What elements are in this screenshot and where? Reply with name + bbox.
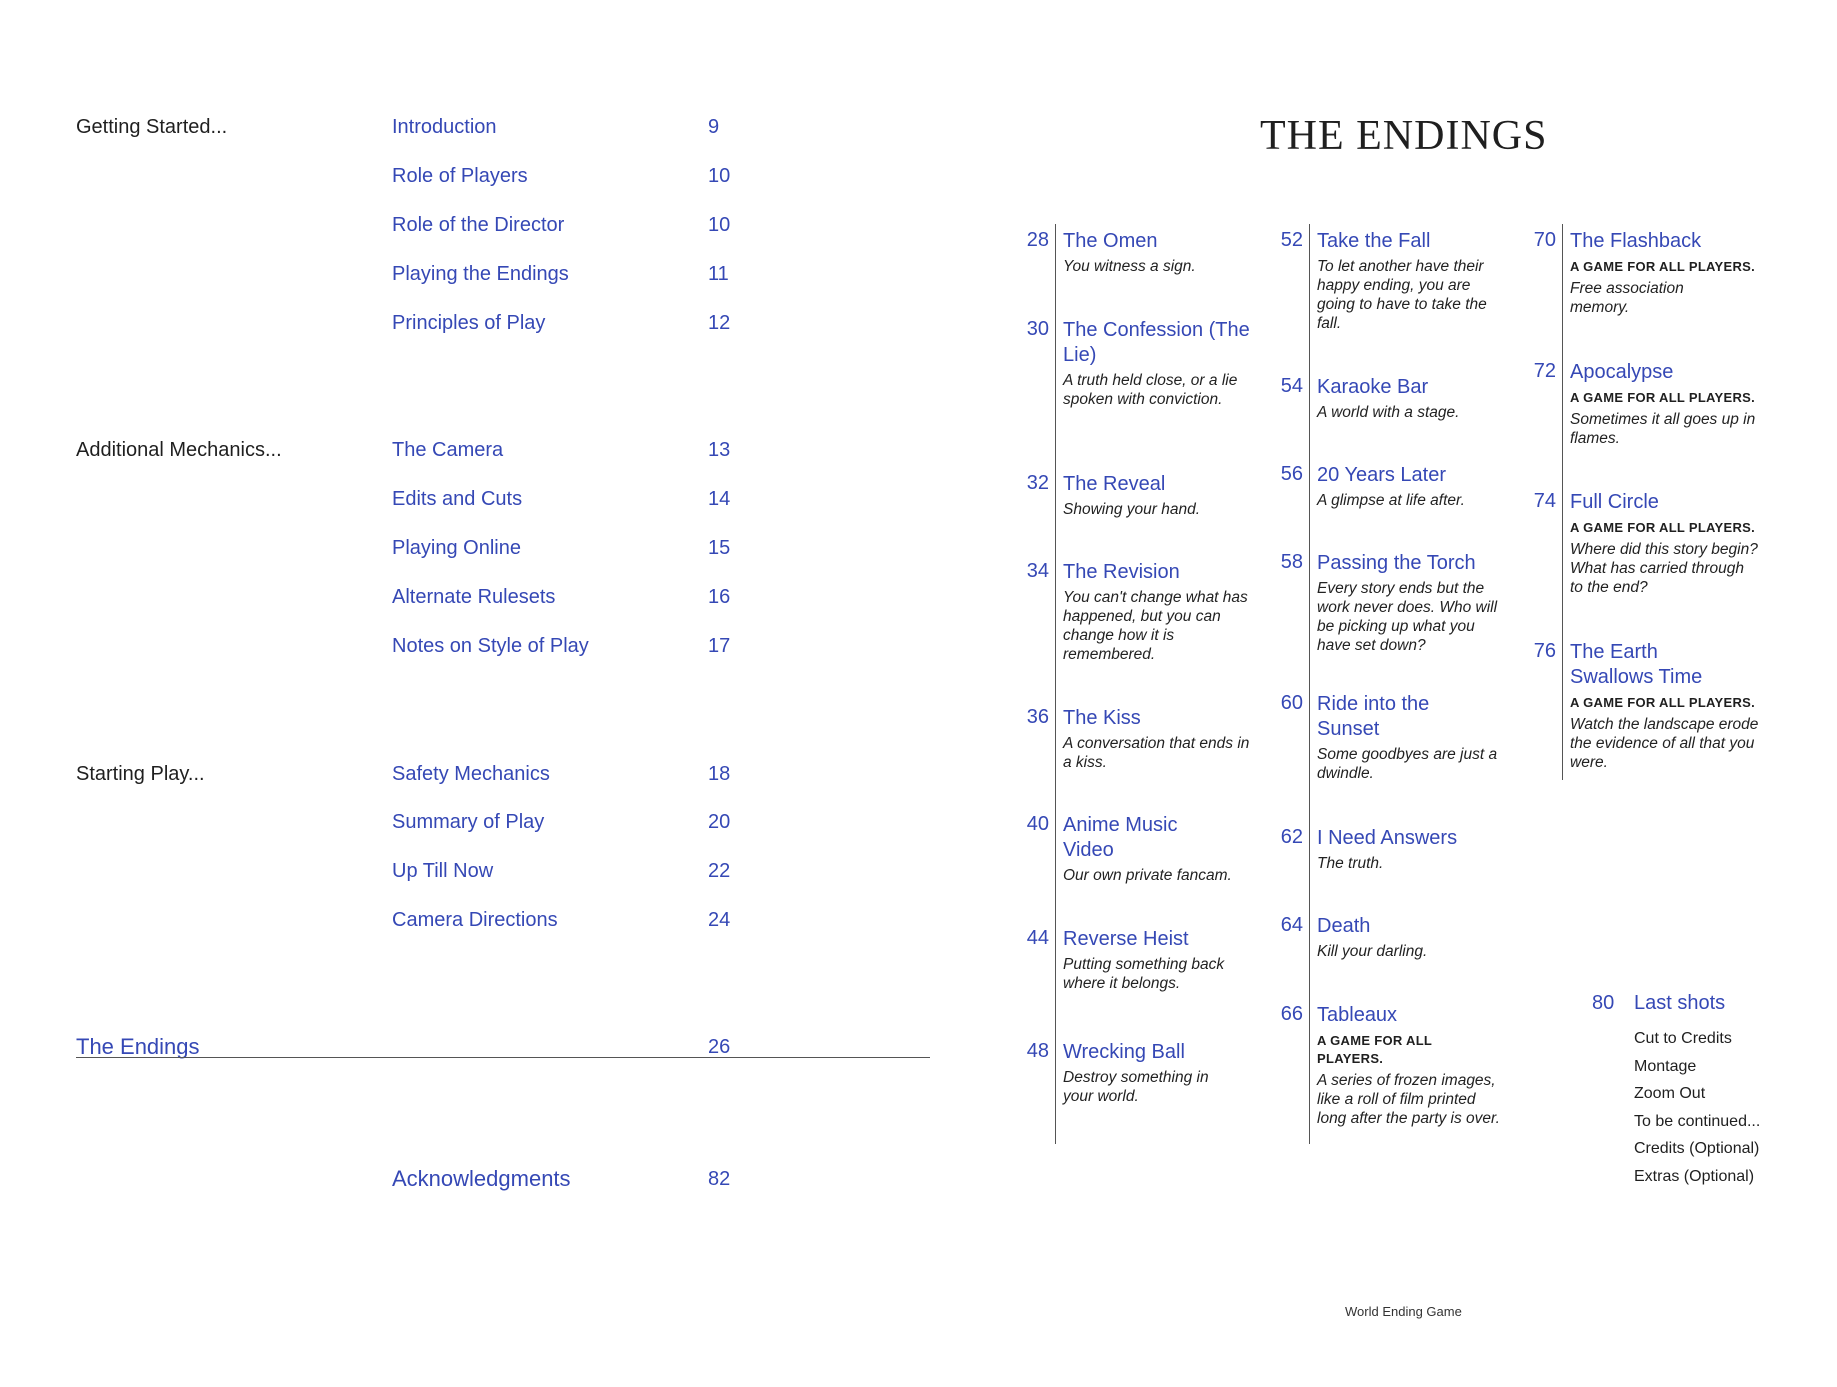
ending-desc: Our own private fancam.: [1063, 867, 1232, 884]
toc-title: Introduction: [392, 116, 497, 138]
ending-name: Death: [1317, 915, 1371, 937]
ending-entry[interactable]: [1026, 927, 1259, 993]
toc-title: Principles of Play: [392, 312, 546, 334]
ending-page: 74: [1533, 490, 1556, 512]
last-shots-page: 80: [1592, 992, 1615, 1014]
ending-page: 28: [1026, 229, 1049, 251]
ending-desc: Free association memory.: [1570, 280, 1684, 316]
ending-name: The Omen: [1063, 230, 1158, 252]
ending-entry[interactable]: [1026, 560, 1259, 664]
ending-name: The Revision: [1063, 561, 1180, 583]
toc-page: 14: [708, 488, 731, 510]
toc-page: 16: [708, 586, 731, 608]
ending-desc: Destroy something in your world.: [1063, 1069, 1209, 1105]
toc-entry-notes-on-style[interactable]: [392, 635, 732, 663]
ending-page: 52: [1280, 229, 1303, 251]
last-shots-item: Montage: [1634, 1057, 1697, 1075]
toc-page: 13: [708, 439, 731, 461]
toc-entry-role-of-director[interactable]: [392, 214, 732, 242]
toc-page: 10: [708, 214, 731, 236]
ending-page: 36: [1026, 706, 1049, 728]
toc-entry-safety-mechanics[interactable]: [392, 763, 732, 791]
ending-desc: A conversation that ends in a kiss.: [1063, 735, 1250, 771]
ending-page: 76: [1533, 640, 1556, 662]
ending-entry[interactable]: [1280, 551, 1501, 655]
ending-name: Wrecking Ball: [1063, 1041, 1185, 1063]
toc-entry-alternate-rulesets[interactable]: [392, 586, 732, 614]
column-rule: [1055, 224, 1056, 1144]
ending-page: 48: [1026, 1040, 1049, 1062]
ending-name: Passing the Torch: [1317, 552, 1476, 574]
ending-page: 34: [1026, 560, 1049, 582]
ending-desc: Every story ends but the work never does. Who will be picking up what you have set down?: [1317, 580, 1498, 654]
toc-page: 10: [708, 165, 731, 187]
ending-name: I Need Answers: [1317, 827, 1458, 849]
toc-page: 11: [708, 263, 729, 285]
ending-entry[interactable]: [1533, 360, 1760, 448]
ending-entry[interactable]: [1280, 463, 1501, 510]
ending-entry[interactable]: [1026, 229, 1259, 276]
ending-tag: A GAME FOR ALL PLAYERS.: [1570, 390, 1756, 405]
toc-entry-playing-endings[interactable]: [392, 263, 732, 291]
ending-name: Tableaux: [1317, 1004, 1398, 1026]
ending-name: Apocalypse: [1570, 361, 1674, 383]
ending-desc: Putting something back where it belongs.: [1063, 956, 1225, 992]
ending-page: 54: [1280, 375, 1303, 397]
ending-desc: Showing your hand.: [1063, 501, 1201, 518]
toc-entry-the-camera[interactable]: [392, 439, 732, 467]
ending-tag: A GAME FOR ALL PLAYERS.: [1317, 1033, 1432, 1066]
ending-page: 30: [1026, 318, 1049, 340]
toc-entry-role-of-players[interactable]: [392, 165, 732, 193]
ending-entry[interactable]: [1026, 1040, 1259, 1106]
last-shots-item: Extras (Optional): [1634, 1167, 1755, 1185]
ending-entry[interactable]: [1026, 318, 1259, 409]
last-shots-item: Zoom Out: [1634, 1085, 1706, 1102]
ending-entry[interactable]: [1533, 640, 1760, 772]
ending-desc: Kill your darling.: [1317, 943, 1428, 960]
section-divider: [76, 1057, 930, 1058]
ending-desc: Sometimes it all goes up in flames.: [1570, 411, 1756, 447]
toc-entry-acknowledgments[interactable]: Acknowledgments: [392, 1166, 571, 1191]
ending-name: Karaoke Bar: [1317, 376, 1429, 398]
ending-tag: A GAME FOR ALL PLAYERS.: [1570, 259, 1756, 274]
toc-entry-up-till-now[interactable]: [392, 860, 732, 888]
ending-name: 20 Years Later: [1317, 464, 1446, 486]
ending-desc: You witness a sign.: [1063, 258, 1196, 275]
ending-entry[interactable]: [1533, 490, 1760, 597]
ending-page: 40: [1026, 813, 1049, 835]
toc-title: Safety Mechanics: [392, 763, 550, 785]
toc-page: 17: [708, 635, 731, 657]
toc-title: Alternate Rulesets: [392, 586, 556, 608]
ending-desc: Some goodbyes are just a dwindle.: [1317, 746, 1498, 782]
toc-entry-edits-and-cuts[interactable]: [392, 488, 732, 516]
ending-entry[interactable]: [1280, 375, 1501, 422]
ending-page: 64: [1280, 914, 1303, 936]
ending-page: 62: [1280, 826, 1303, 848]
ending-desc: A glimpse at life after.: [1317, 492, 1465, 509]
toc-entry-playing-online[interactable]: [392, 537, 732, 565]
ending-page: 60: [1280, 692, 1303, 714]
toc-entry-camera-directions[interactable]: [392, 909, 732, 937]
ending-name: The Confession (The Lie): [1063, 319, 1250, 366]
toc-page-acknowledgments: 82: [708, 1168, 731, 1190]
ending-entry[interactable]: [1280, 692, 1501, 783]
section-label: Additional Mechanics...: [76, 439, 282, 461]
ending-desc: You can't change what has happened, but you can change how it is remembered.: [1063, 589, 1248, 663]
ending-tag: A GAME FOR ALL PLAYERS.: [1570, 695, 1756, 710]
toc-page: 12: [708, 312, 731, 334]
ending-desc: The truth.: [1317, 855, 1384, 872]
last-shots-item: To be continued...: [1634, 1112, 1761, 1130]
ending-desc: A truth held close, or a lie spoken with conviction.: [1063, 372, 1238, 408]
toc-title: Summary of Play: [392, 811, 545, 833]
ending-desc: A series of frozen images, like a roll of film printed long after the party is over.: [1317, 1072, 1500, 1127]
toc-title: Role of Players: [392, 165, 528, 187]
ending-name: The Flashback: [1570, 230, 1702, 252]
ending-entry[interactable]: [1280, 1003, 1501, 1128]
ending-entry[interactable]: [1280, 229, 1501, 333]
ending-page: 44: [1026, 927, 1049, 949]
ending-page: 32: [1026, 472, 1049, 494]
ending-desc: To let another have their happy ending, you are going to have to take the fall.: [1317, 258, 1487, 332]
ending-name: The Kiss: [1063, 707, 1141, 729]
ending-name: The Earth Swallows Time: [1570, 641, 1703, 688]
column-rule: [1562, 224, 1563, 780]
section-label: Starting Play...: [76, 763, 205, 785]
ending-name: Take the Fall: [1317, 230, 1431, 252]
toc-page: 15: [708, 537, 731, 559]
ending-entry[interactable]: [1280, 826, 1501, 873]
last-shots-item: Credits (Optional): [1634, 1140, 1760, 1157]
toc-title: The Camera: [392, 439, 504, 461]
toc-title: Edits and Cuts: [392, 488, 523, 510]
ending-page: 70: [1533, 229, 1556, 251]
ending-page: 72: [1533, 360, 1556, 382]
ending-tag: A GAME FOR ALL PLAYERS.: [1570, 520, 1756, 535]
page-title: THE ENDINGS: [1260, 113, 1548, 159]
toc-entry-principles-of-play[interactable]: [392, 312, 732, 340]
toc-page: 24: [708, 909, 731, 931]
toc-title: Playing Online: [392, 537, 521, 559]
ending-entry[interactable]: [1026, 813, 1259, 885]
toc-entry-summary-of-play[interactable]: [392, 811, 732, 839]
toc-page: 20: [708, 811, 731, 833]
ending-name: Ride into the Sunset: [1317, 693, 1430, 740]
ending-name: Anime Music Video: [1063, 814, 1178, 861]
last-shots-item: Cut to Credits: [1634, 1030, 1732, 1047]
last-shots-list: [1634, 1030, 1760, 1195]
ending-entry[interactable]: [1026, 706, 1259, 772]
toc-entry-introduction[interactable]: [392, 116, 732, 144]
toc-title: Role of the Director: [392, 214, 565, 236]
column-rule: [1309, 224, 1310, 1144]
ending-entry[interactable]: [1280, 914, 1501, 961]
ending-entry[interactable]: [1533, 229, 1760, 317]
ending-name: Reverse Heist: [1063, 928, 1189, 950]
ending-desc: Watch the landscape erode the evidence of all that you were.: [1570, 716, 1759, 771]
ending-desc: Where did this story begin? What has carried through to the end?: [1570, 541, 1758, 596]
section-label: Getting Started...: [76, 116, 228, 138]
ending-page: 56: [1280, 463, 1303, 485]
ending-entry[interactable]: [1026, 472, 1259, 519]
ending-desc: A world with a stage.: [1317, 404, 1460, 421]
toc-title: Up Till Now: [392, 860, 494, 882]
toc-title: Notes on Style of Play: [392, 635, 589, 657]
toc-page: 22: [708, 860, 731, 882]
toc-page-the-endings: 26: [708, 1036, 731, 1058]
toc-entry-the-endings[interactable]: The Endings: [76, 1034, 200, 1059]
ending-page: 66: [1280, 1003, 1303, 1025]
last-shots-title[interactable]: Last shots: [1634, 992, 1726, 1014]
page-footer: World Ending Game: [1345, 1304, 1462, 1319]
toc-title: Camera Directions: [392, 909, 558, 931]
toc-page: 9: [708, 116, 720, 138]
toc-page: 18: [708, 763, 731, 785]
ending-name: The Reveal: [1063, 473, 1166, 495]
toc-title: Playing the Endings: [392, 263, 569, 285]
ending-name: Full Circle: [1570, 491, 1659, 513]
ending-page: 58: [1280, 551, 1303, 573]
